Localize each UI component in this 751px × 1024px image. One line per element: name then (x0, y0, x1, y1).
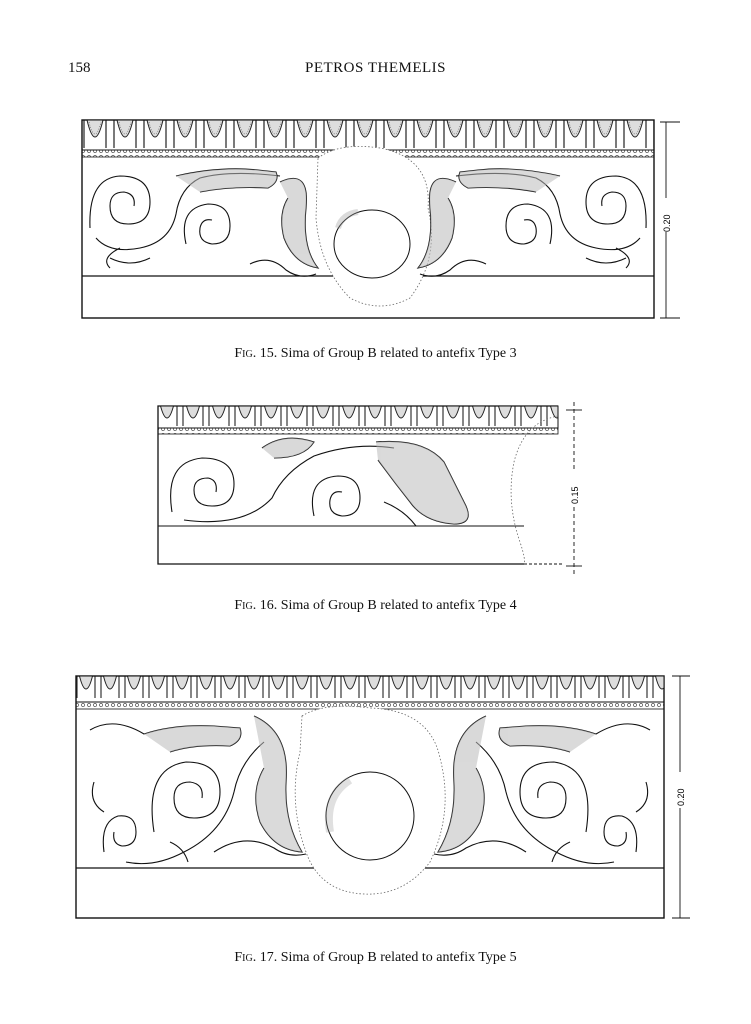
figure-17-dimension (672, 676, 690, 918)
figure-16-caption (0, 598, 751, 614)
figure-16-dimension (566, 402, 582, 576)
page-number: 158 (68, 60, 91, 76)
figure-15-dimension-label: 0.20 (662, 214, 672, 232)
figure-16-caption-text: Sima of Group B related to antefix Type 4 (280, 598, 517, 613)
figure-15-label: Fig. 15. (234, 346, 278, 361)
figure-17-dimension-label: 0.20 (676, 788, 686, 806)
figure-15-caption-text: Sima of Group B related to antefix Type 3 (280, 346, 517, 361)
figure-17-caption (0, 950, 751, 966)
figure-15-dimension (658, 122, 680, 318)
figure-15-drawing (80, 118, 690, 324)
figure-15-caption (0, 346, 751, 362)
figure-16-drawing (154, 402, 594, 580)
figure-16-dimension-label: 0.15 (570, 486, 580, 504)
figure-17-caption-text: Sima of Group B related to antefix Type 5 (280, 950, 517, 965)
figure-16-label: Fig. 16. (234, 598, 278, 613)
figure-17-drawing (74, 672, 698, 922)
running-title: PETROS THEMELIS (305, 60, 446, 76)
figure-17-label: Fig. 17. (234, 950, 278, 965)
